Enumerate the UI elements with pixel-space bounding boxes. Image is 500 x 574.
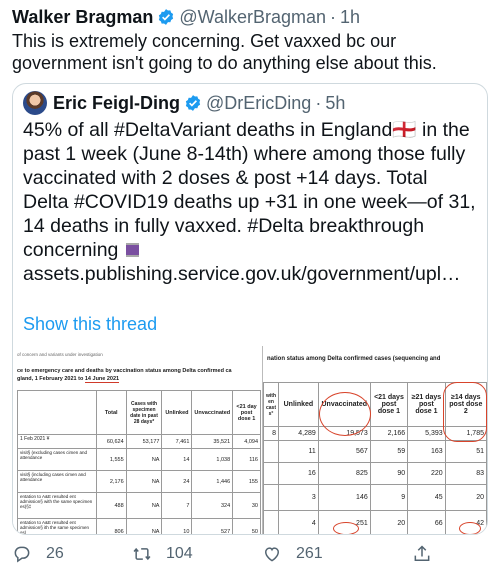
vaccination-table-left (17, 390, 261, 534)
table-header-cell: <21 day post dose 1 (233, 391, 261, 435)
table-cell: 35,521 (192, 435, 233, 449)
table-header-cell: Total (96, 391, 126, 435)
table-header-cell: Unvaccinated (318, 383, 370, 427)
annotation-circle (459, 522, 481, 534)
table-cell: 4 (279, 511, 319, 535)
share-icon (412, 544, 432, 564)
table-cell: 90 (370, 463, 407, 485)
table-header-cell: Unlinked (279, 383, 319, 427)
table-header-cell: with en cast s° (264, 383, 279, 427)
attached-image[interactable] (13, 346, 487, 534)
show-thread-link[interactable]: Show this thread (23, 314, 158, 334)
table-cell: 3 (279, 485, 319, 511)
table-row-label: entation to A&E resulted ent admission§ with the same specimen es)§‡ (18, 493, 97, 519)
table-cell: 806 (96, 519, 126, 535)
author-handle[interactable]: @WalkerBragman (179, 6, 327, 27)
annotation-circle (333, 522, 359, 534)
table-cell (264, 511, 279, 535)
tweet-actions (0, 540, 500, 570)
table-cell: 220 (408, 463, 445, 485)
table-cell: 488 (96, 493, 126, 519)
share-button[interactable] (412, 544, 446, 564)
document-title-right: nation status among Delta confirmed cases (sequencing and (267, 356, 441, 362)
tweet-header (12, 5, 360, 29)
table-cell: 51 (445, 441, 486, 463)
document-page-left (13, 346, 263, 534)
table-cell: 4,094 (233, 435, 261, 449)
table-cell: 24 (162, 471, 192, 493)
tweet-time[interactable]: 1h (340, 6, 361, 27)
table-cell: 1,038 (192, 449, 233, 471)
quoted-author-handle[interactable]: @DrEricDing (206, 92, 312, 113)
table-cell: 1,555 (96, 449, 126, 471)
table-cell: 20 (445, 485, 486, 511)
date-range-end: 14 June 2021 (84, 376, 120, 382)
table-cell: 4,289 (279, 427, 319, 441)
reply-count: 26 (46, 545, 64, 562)
table-cell: 251 (318, 511, 370, 535)
table-cell: 14 (162, 449, 192, 471)
table-cell: 146 (318, 485, 370, 511)
like-count: 261 (296, 545, 323, 562)
table-row-label: visit§ (including cases cimen and attendance (18, 471, 97, 493)
table-cell: 2,176 (96, 471, 126, 493)
retweet-count: 104 (166, 545, 193, 562)
reply-button[interactable] (12, 544, 64, 564)
table-header-cell: ≥21 days post dose 1 (408, 383, 445, 427)
table-cell: NA (126, 519, 162, 535)
verified-badge-icon (157, 8, 175, 26)
table-cell: 9 (370, 485, 407, 511)
table-cell: 2,166 (370, 427, 407, 441)
table-cell: 567 (318, 441, 370, 463)
document-title: ce to emergency care and deaths by vaccination status among Delta confirmed ca (17, 368, 232, 374)
like-button[interactable] (262, 544, 323, 564)
table-header-cell: <21 days post dose 1 (370, 383, 407, 427)
quoted-tweet-body: 45% of all #DeltaVariant deaths in England🏴󠁧󠁢󠁥󠁮󠁧󠁿 in the past 1 week (June 8-14th) where among those fully vaccinated with 2 doses & post +14 days. Total Delta #COVID19 deaths up +31 in one week—of 31, 14 deaths in fully vaxxed. #Delta breakthrough concerning (23, 119, 476, 261)
document-date-range (17, 376, 119, 383)
date-range-prefix: gland, 1 February 2021 to (17, 376, 85, 382)
quoted-tweet-time[interactable]: 5h (325, 92, 346, 113)
verified-badge-icon (184, 94, 202, 112)
table-cell: 527 (192, 519, 233, 535)
retweet-icon (132, 544, 152, 564)
avatar[interactable] (23, 91, 47, 115)
table-cell (264, 463, 279, 485)
table-cell: 11 (279, 441, 319, 463)
table-row-label: 1 Feb 2021 ¥ (18, 435, 97, 449)
annotation-circle (319, 392, 371, 436)
table-cell: 60,624 (96, 435, 126, 449)
heart-icon (262, 544, 282, 564)
table-cell: 45 (408, 485, 445, 511)
quoted-tweet-link[interactable]: assets.publishing.service.gov.uk/government/upl… (23, 263, 461, 285)
table-cell: 324 (192, 493, 233, 519)
document-note: of concern and variants under investigation (17, 352, 103, 357)
purple-square-emoji-icon (126, 243, 139, 257)
table-header-cell: Cases with specimen date in past 28 days* (126, 391, 162, 435)
table-header-cell: ≥14 days post dose 2 (445, 383, 486, 427)
table-row-label: visit§ (excluding cases cimen and attendance (18, 449, 97, 471)
table-cell (264, 441, 279, 463)
table-cell: NA (126, 493, 162, 519)
table-cell: 59 (370, 441, 407, 463)
table-cell: 8 (264, 427, 279, 441)
table-header-cell: Unlinked (162, 391, 192, 435)
table-cell: 825 (318, 463, 370, 485)
retweet-button[interactable] (132, 544, 193, 564)
annotation-circle (443, 382, 487, 442)
table-cell: 163 (408, 441, 445, 463)
table-cell: 5,393 (408, 427, 445, 441)
reply-icon (12, 544, 32, 564)
table-cell: 42 (445, 511, 486, 535)
table-cell: NA (126, 449, 162, 471)
table-cell: 1,446 (192, 471, 233, 493)
table-cell: 7,461 (162, 435, 192, 449)
table-header-cell (18, 391, 97, 435)
table-cell: 1,785 (445, 427, 486, 441)
table-row-label: entation to A&E resulted ent admission§ ith the same specimen es) (18, 519, 97, 535)
tweet-text: This is extremely concerning. Get vaxxed bc our government isn't going to do anything else about this. (12, 31, 437, 73)
table-cell: 19,573 (318, 427, 370, 441)
quoted-tweet[interactable] (12, 83, 488, 535)
table-cell: NA (126, 471, 162, 493)
table-cell: 10 (162, 519, 192, 535)
separator-dot: · (330, 6, 337, 27)
quoted-tweet-header (23, 90, 345, 116)
table-header-cell: Unvaccinated (192, 391, 233, 435)
quoted-tweet-text (23, 118, 477, 286)
table-cell: 116 (233, 449, 261, 471)
table-cell: 50 (233, 519, 261, 535)
table-cell: 83 (445, 463, 486, 485)
table-cell: 53,177 (126, 435, 162, 449)
table-cell: 16 (279, 463, 319, 485)
document-page-right (263, 346, 487, 534)
quoted-author-name[interactable]: Eric Feigl-Ding (53, 92, 181, 113)
separator-dot: · (315, 92, 322, 113)
table-cell: 20 (370, 511, 407, 535)
table-cell: 7 (162, 493, 192, 519)
table-cell (264, 485, 279, 511)
table-cell: 30 (233, 493, 261, 519)
table-cell: 155 (233, 471, 261, 493)
author-name[interactable]: Walker Bragman (12, 6, 154, 27)
table-cell: 66 (408, 511, 445, 535)
